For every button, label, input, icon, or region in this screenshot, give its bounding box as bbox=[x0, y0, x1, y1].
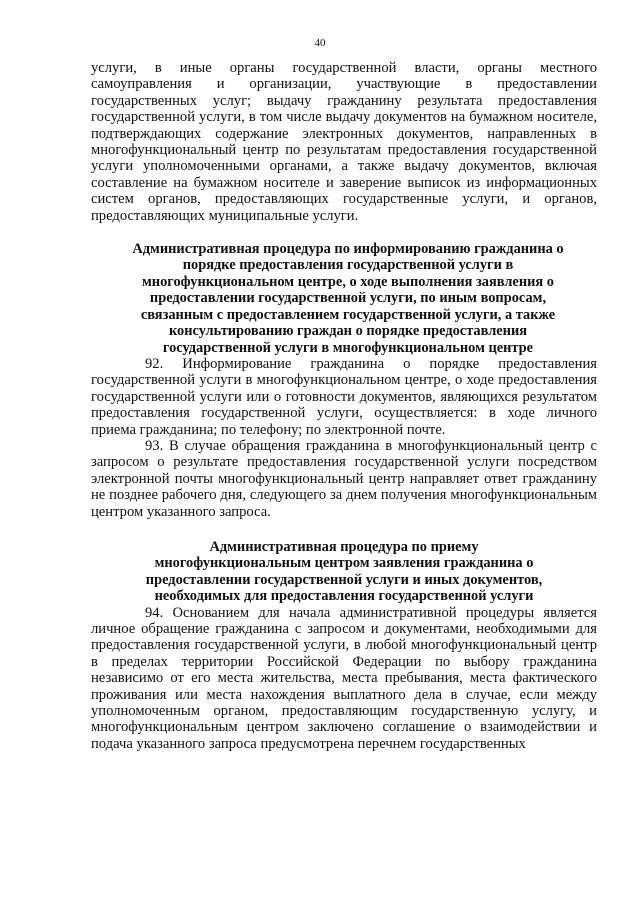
paragraph-continuation: услуги, в иные органы государственной власти, органы местного самоуправления и организации, участвующие в предоставлении государственных услуг; выдачу гражданину результата предоставления государственной услуги, в том числе выдачу документов на бумажном носителе, подтверждающих содержание электронных документов, направленных в многофункциональный центр по результатам предоставления государственной услуги уполномоченными органами, а также выдачу документов, включая составление на бумажном носителе и заверение выписок из информационных систем органов, предоставляющих государственные услуги, и органов, предоставляющих муниципальные услуги. bbox=[91, 60, 597, 224]
paragraph-93: 93. В случае обращения гражданина в многофункциональный центр с запросом о результате предоставления государственной услуги посредством электронной почты многофункциональный центр направляет ответ гражданину не позднее рабочего дня, следующего за днем получения многофункциональным центром указанного запроса. bbox=[91, 437, 597, 520]
section-heading-informing: Административная процедура по информированию гражданина о порядке предоставления государственной услуги в многофункциональном центре, о ходе выполнения заявления о предоставлении государственной услуги, по иным вопросам, связанным с предоставлением государственной услуги, а также консультированию граждан о порядке предоставления государственной услуги в многофункциональном центре bbox=[132, 241, 564, 356]
page-number: 40 bbox=[314, 37, 326, 49]
document-body bbox=[91, 60, 597, 752]
paragraph-92: 92. Информирование гражданина о порядке предоставления государственной услуги в многофункциональном центре, о ходе предоставления государственной услуги или о готовности документов, являющихся результатом предоставления государственной услуги, осуществляется: в ходе личного приема гражданина; по телефону; по электронной почте. bbox=[91, 355, 597, 438]
paragraph-94: 94. Основанием для начала административной процедуры является личное обращение гражданина с запросом и документами, необходимыми для предоставления государственной услуги, в любой многофункциональный центр в пределах территории Российской Федерации по выбору гражданина независимо от его места жительства, места пребывания, места фактического проживания или места нахождения выплатного дела в случае, если между уполномоченным органом, предоставляющим государственную услугу, и многофункциональным центром заключено соглашение о взаимодействии и подача указанного запроса предусмотрена перечнем государственных bbox=[91, 604, 597, 752]
section-heading-reception: Административная процедура по приему многофункциональным центром заявления гражданина о предоставлении государственной услуги и иных документов, необходимых для предоставления государственной услуги bbox=[145, 538, 543, 605]
